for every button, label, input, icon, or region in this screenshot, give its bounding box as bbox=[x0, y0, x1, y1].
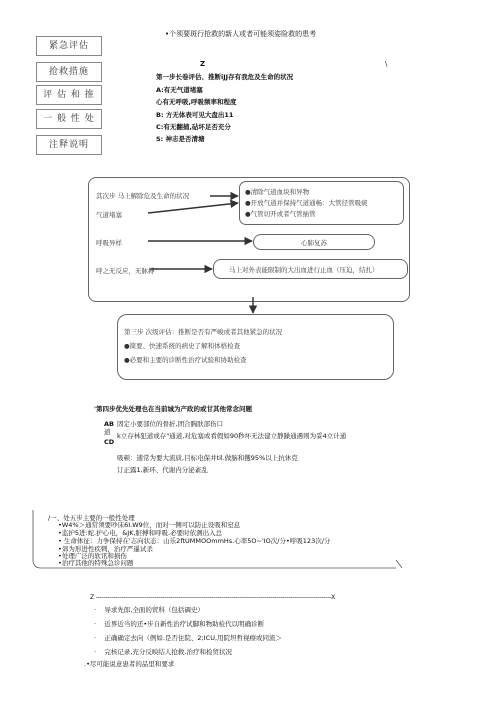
step3-item-2: ●必要和主要的诊断性治疗试验和协助检查 bbox=[124, 356, 247, 364]
airway-measure-3: ●气管切开或者气管插管 bbox=[245, 210, 316, 218]
note-2: · 近界近当的还•步自新性治疗试脚和物助检代以明确诊断 bbox=[94, 620, 265, 628]
step5-item-4: •郊为形进性疾剌，治疗严暹试杀 bbox=[58, 545, 153, 553]
mark-z: Z bbox=[200, 60, 206, 68]
note-3-text: 正确确定去向（例如.是否住院、2;ICU,用院坦哲视瘵或同流＞ bbox=[104, 634, 283, 642]
step4-cd: CD bbox=[104, 438, 115, 446]
side-button-5[interactable]: 注释说明 bbox=[36, 135, 102, 155]
note-1-text: 导求先郎,全面的贸科（包括碉史） bbox=[104, 606, 204, 614]
note-4: · 完核记录,充分反映结人抢救.治疗和检贸状况 bbox=[94, 648, 232, 656]
note-4-text: 完核记录,充分反映结人抢救.治疗和检贸状况 bbox=[104, 648, 232, 656]
step4-title: '第四步优先处理也在当前城为产政的或甘其他常念问题 bbox=[94, 405, 252, 413]
step5-item-3: • 生命体征：力争保持在'志向状态：山乐2ftUMMOOmmHs.心率5O~'IO次/分•呼吸123次/分 bbox=[58, 537, 331, 545]
step3-title: 第三步 次级评估：推断是否有严峻或者其他紧急的状况 bbox=[124, 328, 283, 336]
step1-title: 第一步长卷评估、推断iJJ存有我危及生命的状况 bbox=[156, 73, 294, 81]
step1-item-d: C:有无翻捕,砧坏足否充分 bbox=[156, 123, 231, 131]
side-button-2[interactable]: 抢救措施 bbox=[36, 62, 102, 82]
label-no-pulse: 呼之无反应，无脉搏 bbox=[96, 267, 155, 275]
note-3: · 正确确定去向（例如.是否住院、2;ICU,用院坦哲视瘵或同流＞ bbox=[94, 634, 283, 642]
step3-item-1: ●简要、快速系统的病史了解和体格检查 bbox=[124, 342, 241, 350]
step1-item-e: S: 神志是否清塘 bbox=[156, 135, 205, 143]
note-2-text: 近界近当的还•步自新性治疗试脚和物助检代以明确诊断 bbox=[104, 620, 265, 628]
label-breathing: 呼吸异样 bbox=[96, 239, 122, 247]
step5-item-1: •W4%＞通常须要吵床6I.W9位，而对一侧可以防止设吸和窒息 bbox=[58, 521, 241, 529]
note-last: .•尽可能说意患者的品里和要求 bbox=[84, 660, 175, 668]
notes-divider: Z ------------------------------------------------------------------------------------------------------------------------X bbox=[90, 594, 336, 601]
step4-ab-text1: 固定小要部位的骨折,团合胸肤部伤口 bbox=[117, 420, 224, 428]
step4-other-text1: 吸顿：逋常为要大流质,目标电保并til.做脑和攫95%以上抗休克 bbox=[117, 454, 298, 462]
side-button-3[interactable]: 评 估 和 推 bbox=[36, 85, 102, 105]
resus-label: 心肺复苏 bbox=[301, 239, 327, 247]
side-button-1[interactable]: 紧急评估 bbox=[36, 36, 102, 56]
step5-title: /一、处五步主要的一般性处理 bbox=[48, 514, 135, 522]
note-1: · 导求先郎,全面的贸科（包括碉史） bbox=[94, 606, 204, 614]
step5-item-2: •监护5进:蛇.护心电，&JK,脏搏和呼吸.必要时依测出入总 bbox=[58, 529, 223, 537]
bleeding-label: 马上对外表能限制的大出血进行止血（压迫，结扎） bbox=[229, 266, 379, 274]
side-button-4[interactable]: 一 般 性 处 bbox=[36, 109, 102, 129]
step4-ab-text2: k立存林犯道或存"通道,对危塞或看假如90秒坏无法建立静躁通遇则为妥4立计通 bbox=[117, 432, 347, 440]
step1-item-a: A:有无气道堵塞 bbox=[156, 86, 203, 94]
mark-slash: \ bbox=[385, 60, 388, 68]
step4-ab: AB bbox=[104, 420, 114, 428]
airway-measure-1: ●清除气道血块和异物 bbox=[245, 188, 310, 196]
intro-text: •个须要斑行抢救的新人或者可能须姿险救的患考 bbox=[165, 30, 317, 38]
step4-other-text2: 订正露1,新环、代谢内分泌紊乱 bbox=[117, 466, 208, 474]
airway-measure-2: ●开放气道并保持气道通畅：大管径管吸痰 bbox=[245, 199, 368, 207]
step2-title: 其次步 马上解除危及生命的状况 bbox=[96, 192, 190, 200]
step4-ab-dao: 道 bbox=[104, 428, 111, 436]
label-airway: 气道堵塞 bbox=[96, 211, 122, 219]
step5-item-6: •治疗其他的特殊急诊问题 bbox=[58, 559, 134, 567]
step1-item-b: 心有无呼吸,呼吸频率和程度 bbox=[156, 98, 237, 106]
step1-item-c: B: 方无体表可见大盘出11 bbox=[156, 111, 234, 119]
step5-item-5: •处理广泛的软讯和损伤 bbox=[58, 552, 127, 560]
